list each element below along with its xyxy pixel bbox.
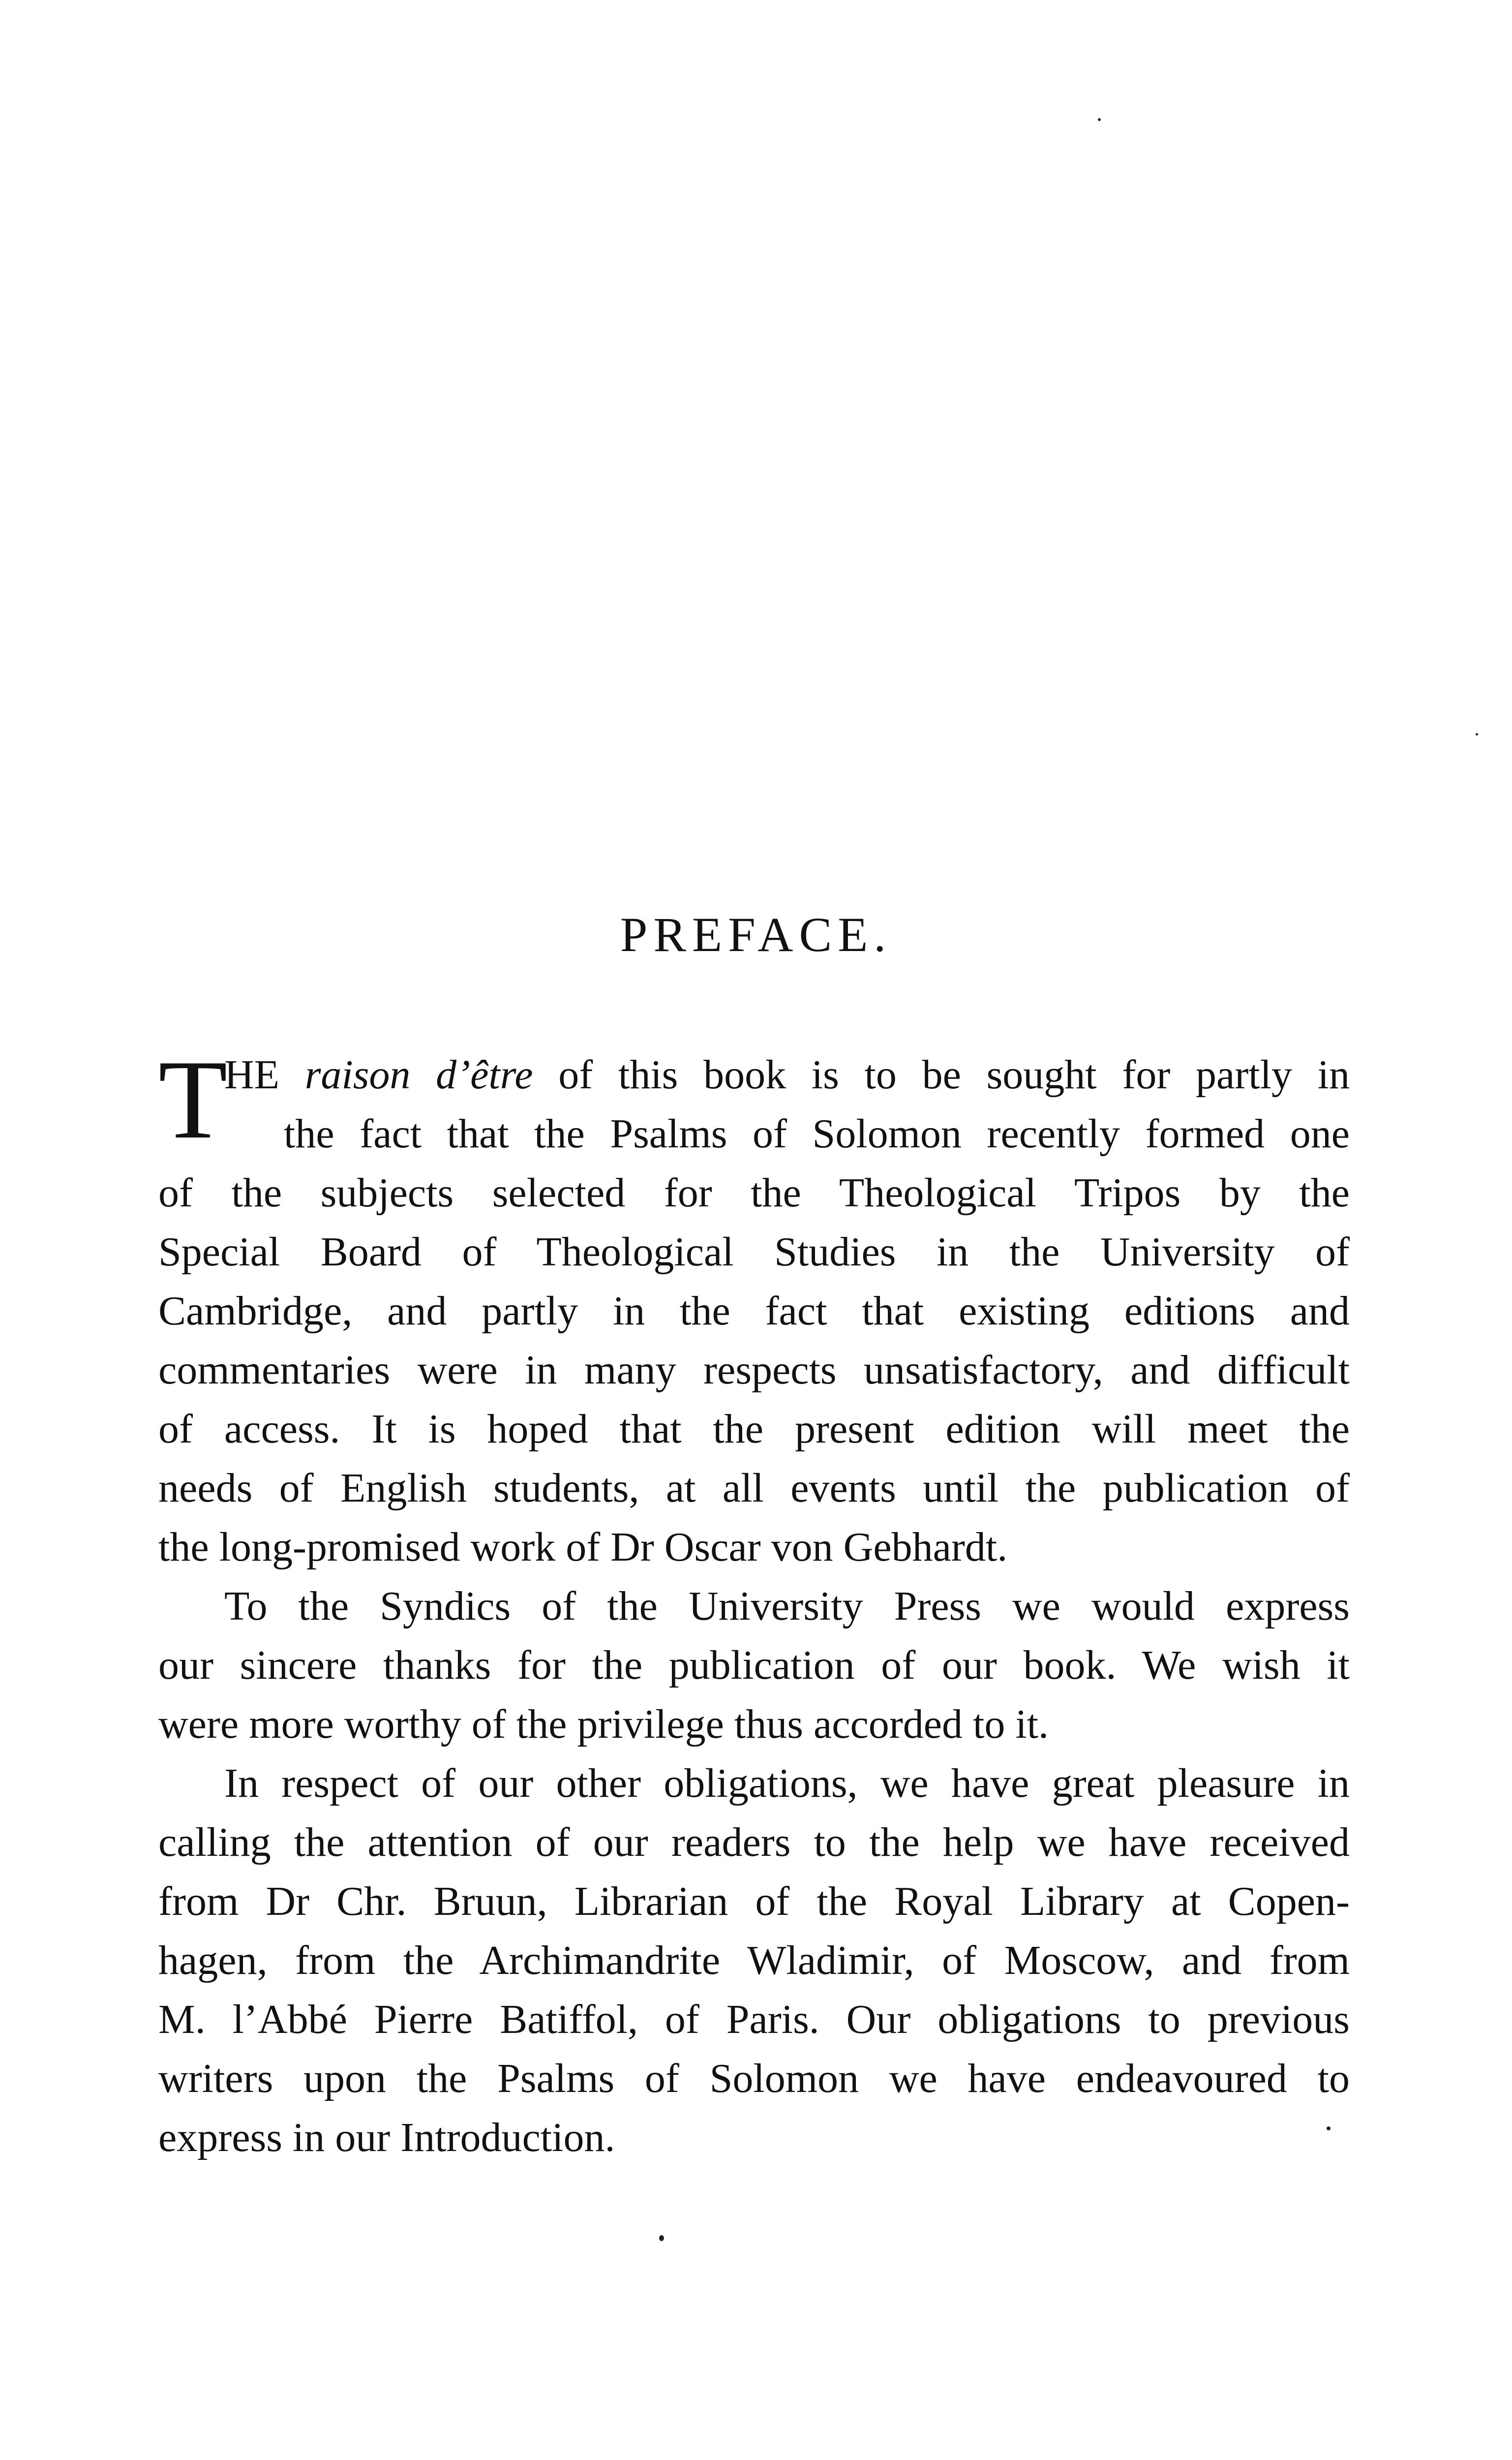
paragraph-line: needs of English students, at all events until the publication of — [158, 1465, 1350, 1511]
paragraph-line: the fact that the Psalms of Solomon recently formed one — [284, 1111, 1350, 1157]
paragraph-line: express in our Introduction. — [158, 2115, 615, 2160]
paragraph-line: M. l’Abbé Pierre Batiffol, of Paris. Our obligations to previous — [158, 1997, 1350, 2042]
paragraph-line: In respect of our other obligations, we have great pleasure in — [224, 1760, 1350, 1806]
paper-speck — [1098, 118, 1101, 121]
paragraph-line: hagen, from the Archimandrite Wladimir, of Moscow, and from — [158, 1937, 1350, 1983]
paragraph-line: of access. It is hoped that the present edition will meet the — [158, 1406, 1350, 1452]
paragraph-line: T HE raison d’être of this book is to be sought for partly in — [158, 1037, 1350, 1162]
paper-speck — [1476, 733, 1478, 736]
preface-body — [158, 1037, 1350, 2167]
page-title: PREFACE. — [620, 907, 892, 962]
paragraph-line: were more worthy of the privilege thus accorded to it. — [158, 1701, 1049, 1747]
paragraph-line: Cambridge, and partly in the fact that existing editions and — [158, 1288, 1350, 1334]
paragraph-line: calling the attention of our readers to the help we have received — [158, 1819, 1350, 1865]
paragraph-1 — [158, 1037, 1350, 1577]
paragraph-line: from Dr Chr. Bruun, Librarian of the Royal Library at Copen- — [158, 1878, 1350, 1924]
paragraph-line: commentaries were in many respects unsatisfactory, and difficult — [158, 1347, 1350, 1393]
paragraph-line: To the Syndics of the University Press we would express — [224, 1583, 1350, 1629]
paragraph-line: writers upon the Psalms of Solomon we have endeavoured to — [158, 2056, 1350, 2101]
italic-phrase: raison d’être — [304, 1052, 533, 1098]
paragraph-line: of the subjects selected for the Theological Tripos by the — [158, 1170, 1350, 1216]
paragraph-line: Special Board of Theological Studies in the University of — [158, 1229, 1350, 1275]
paragraph-3 — [158, 1754, 1350, 2167]
paragraph-2 — [158, 1577, 1350, 1754]
paper-speck — [659, 2235, 664, 2241]
drop-cap: T — [158, 1037, 228, 1162]
paragraph-line: the long-promised work of Dr Oscar von Gebhardt. — [158, 1524, 1008, 1570]
paragraph-line: our sincere thanks for the publication of our book. We wish it — [158, 1642, 1350, 1688]
